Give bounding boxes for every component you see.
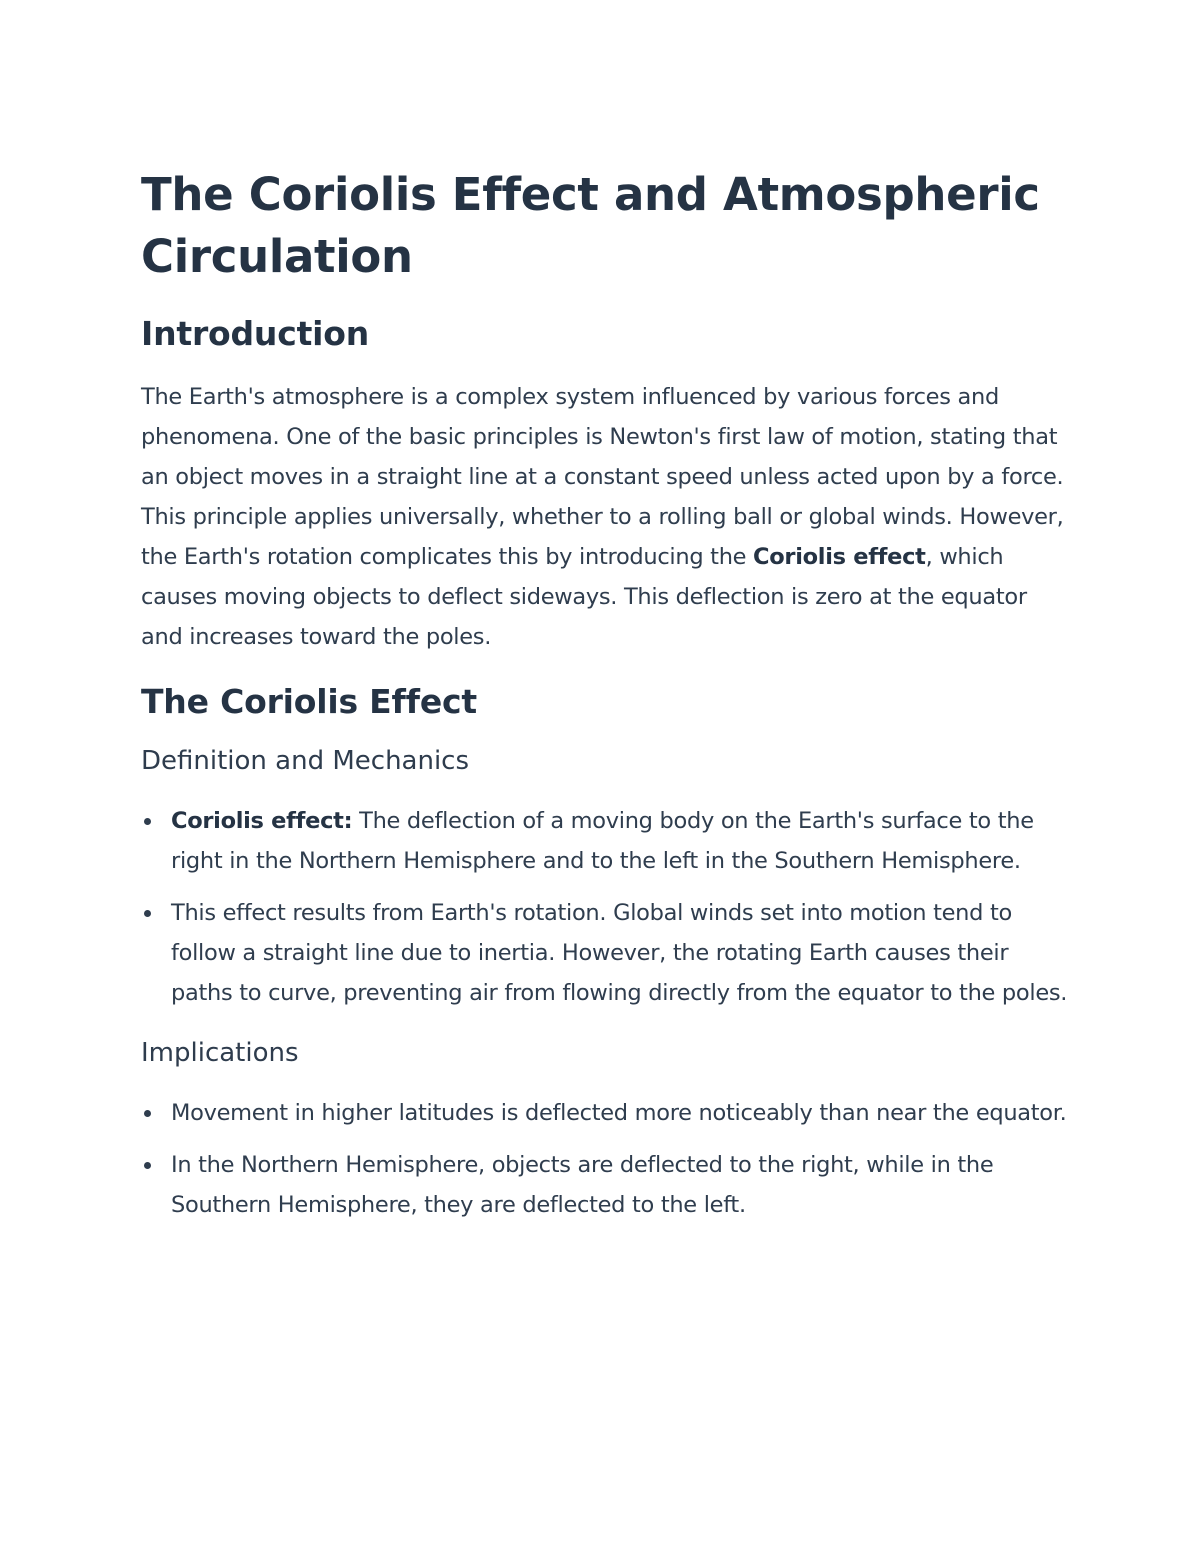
introduction-paragraph [141, 377, 1071, 657]
introduction-text-start: The Earth's atmosphere is a complex system influenced by various forces and phenomena. One of the basic principles is Newton's first law of motion, stating that an object moves in a straight line at a constant speed unless acted upon by a force. This principle applies universally, whether to a rolling ball or global winds. However, the Earth's rotation complicates this by introducing the [141, 384, 1064, 570]
list-item [141, 893, 1071, 1013]
implications-list [141, 1093, 1071, 1225]
introduction-bold-term: Coriolis effect [753, 544, 926, 570]
definition-list [141, 801, 1071, 1013]
document-title: The Coriolis Effect and Atmospheric Circulation [141, 168, 1040, 283]
list-item-text: This effect results from Earth's rotation. Global winds set into motion tend to follow a straight line due to inertia. However, the rotating Earth causes their paths to curve, preventing air from flowing directly from the equator to the poles. [171, 900, 1068, 1006]
list-item [141, 801, 1071, 881]
list-item-text: In the Northern Hemisphere, objects are deflected to the right, while in the Southern Hemisphere, they are deflected to the left. [171, 1152, 994, 1218]
introduction-heading: Introduction [141, 314, 370, 353]
list-item [141, 1093, 1071, 1133]
list-item-bold-term: Coriolis effect: [171, 808, 353, 834]
bullet-icon [144, 1110, 151, 1117]
coriolis-heading: The Coriolis Effect [141, 682, 477, 721]
document-page [141, 164, 1071, 1237]
bullet-icon [144, 818, 151, 825]
list-item [141, 1145, 1071, 1225]
list-item-text: The deflection of a moving body on the Earth's surface to the right in the Northern Hemisphere and to the left in the Southern Hemisphere. [171, 808, 1034, 874]
introduction-text-end: , which causes moving objects to deflect sideways. This deflection is zero at the equator and increases toward the poles. [141, 544, 1027, 650]
bullet-icon [144, 1162, 151, 1169]
definition-subheading: Definition and Mechanics [141, 746, 470, 776]
implications-subheading: Implications [141, 1038, 299, 1068]
bullet-icon [144, 910, 151, 917]
list-item-text: Movement in higher latitudes is deflected more noticeably than near the equator. [171, 1100, 1067, 1126]
